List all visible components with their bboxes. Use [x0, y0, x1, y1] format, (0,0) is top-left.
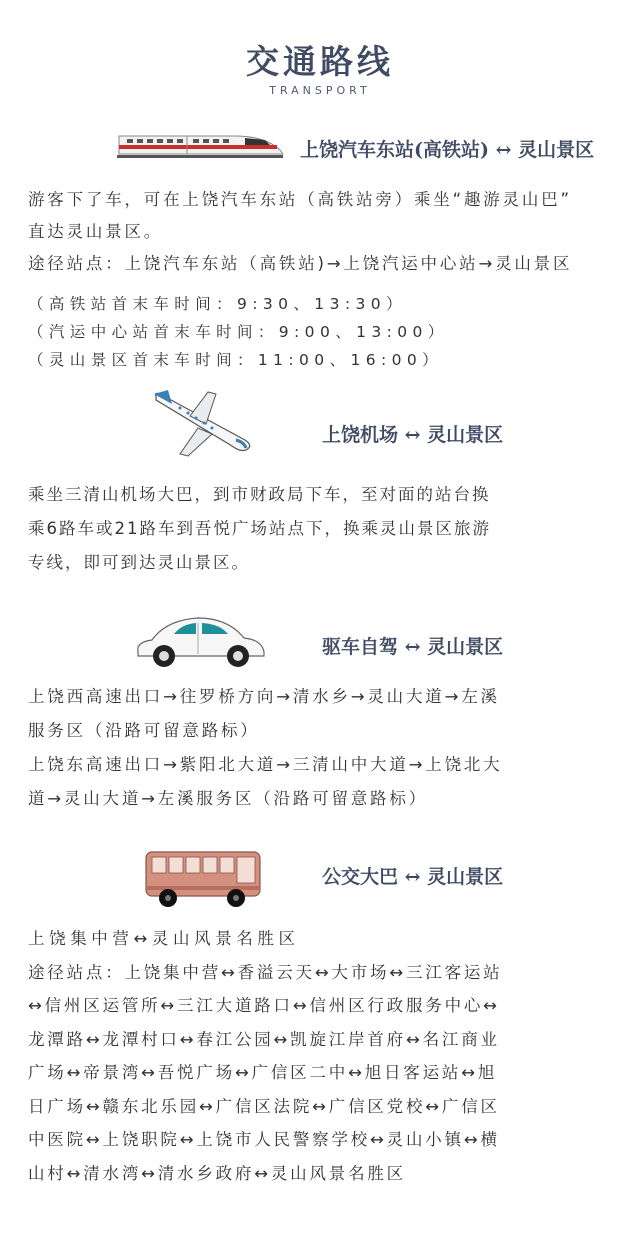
bus-description: 上饶集中营↔灵山风景名胜区 途径站点：上饶集中营↔香溢云天↔大市场↔三江客运站 ↔信州区运管所↔三江大道路口↔信州区行政服务中心↔ 龙潭路↔龙潭村口↔春江公园↔凯旋江岸首府↔名江商业 广场↔帝景湾↔吾悦广场↔广信区二中↔旭日客运站↔旭 日广场↔赣东北乐园↔广信区法院↔广信区党校↔广信区 中医院↔上饶职院↔上饶市人民警察学校↔灵山小镇↔横 山村↔清水湾↔清水乡政府↔灵山风景名胜区 — [28, 929, 503, 1183]
car-icon — [132, 612, 268, 670]
page-title: 交通路线 — [246, 42, 394, 81]
bus-icon — [144, 848, 264, 910]
drive-description: 上饶西高速出口→往罗桥方向→清水乡→灵山大道→左溪 服务区（沿路可留意路标） 上饶东高速出口→紫阳北大道→三清山中大道→上饶北大 道→灵山大道→左溪服务区（沿路可留意路标） — [28, 687, 503, 808]
section-heading-train: 上饶汽车东站(高铁站) ↔ 灵山景区 — [300, 139, 595, 161]
section-heading-drive: 驱车自驾 ↔ 灵山景区 — [322, 636, 504, 658]
airplane-icon — [150, 388, 255, 460]
high-speed-train-icon — [115, 128, 287, 164]
section-heading-bus: 公交大巴 ↔ 灵山景区 — [322, 866, 504, 888]
train-description: 游客下了车，可在上饶汽车东站（高铁站旁）乘坐“趣游灵山巴” 直达灵山景区。 途径站点：上饶汽车东站（高铁站)→上饶汽运中心站→灵山景区 — [28, 190, 573, 273]
train-schedules: （高铁站首末车时间：9:30、13:30） （汽运中心站首末车时间：9:00、13:00） （灵山景区首末车时间：11:00、16:00） — [28, 295, 449, 369]
page-subtitle: TRANSPORT — [269, 84, 371, 97]
airport-description: 乘坐三清山机场大巴，到市财政局下车，至对面的站台换 乘6路车或21路车到吾悦广场站点下，换乘灵山景区旅游 专线，即可到达灵山景区。 — [28, 485, 491, 572]
section-heading-airport: 上饶机场 ↔ 灵山景区 — [322, 424, 504, 446]
